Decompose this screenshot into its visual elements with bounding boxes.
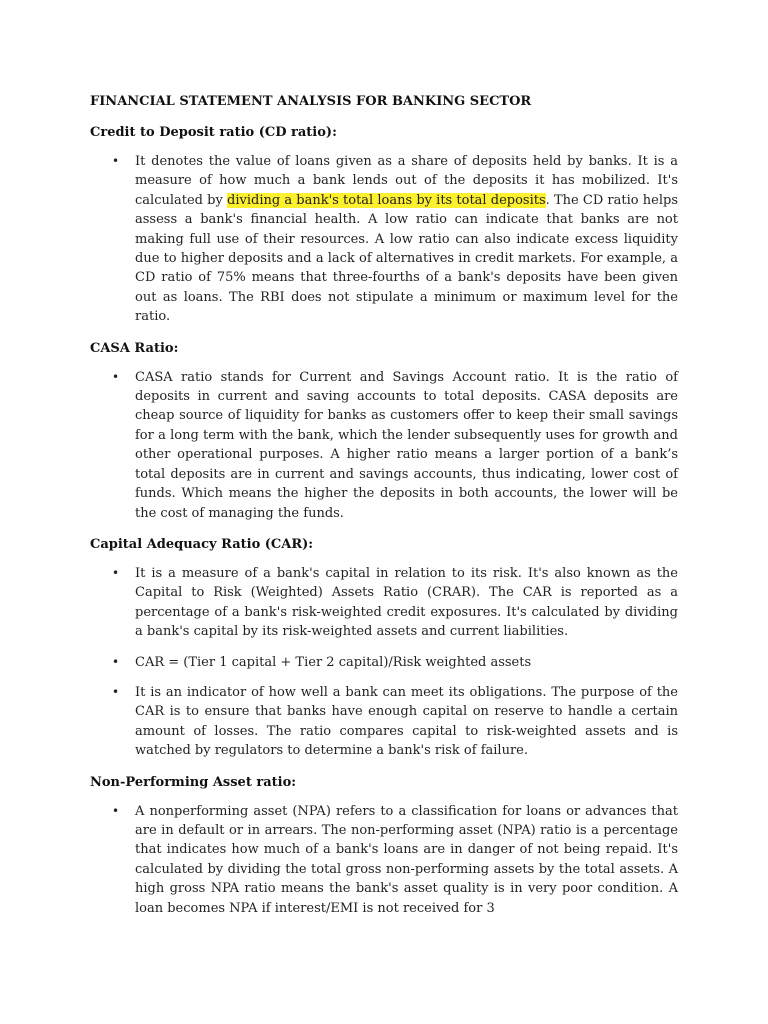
bullet-casa-ratio-definition: • CASA ratio stands for Current and Savings Account ratio. It is the ratio of deposits in current and saving accounts to total deposits. CASA deposits are cheap source of liquidity for banks as customers offer to keep their small savings for a long term with the bank, which the lender subsequently uses for growth and other operational purposes. A higher ratio means a larger portion of a bank’s total deposits are in current and savings accounts, thus indicating, lower cost of funds. Which means the higher the deposits in both accounts, the lower will be the cost of managing the funds. [90, 368, 678, 523]
section-heading-car: Capital Adequacy Ratio (CAR): [90, 536, 314, 552]
bullet-text: . The CD ratio helps assess a bank's financial health. A low ratio can indicate that banks are not making full use of their resources. A low ratio can also indicate excess liquidity due to higher deposits and a lack of alternatives in credit markets. For example, a CD ratio of 75% means that three-fourths of a bank's deposits have been given out as loans. The RBI does not stipulate a minimum or maximum level for the ratio. [135, 192, 678, 325]
section-heading-cd-ratio: Credit to Deposit ratio (CD ratio): [90, 125, 337, 140]
bullet-car-purpose: • It is an indicator of how well a bank can meet its obligations. The purpose of the CAR is to ensure that banks have enough capital on reserve to handle a certain amount of losses. The ratio compares capital to risk-weighted assets and is watched by regulators to determine a bank's risk of failure. [90, 683, 678, 761]
bullet-npa-definition: • A nonperforming asset (NPA) refers to a classification for loans or advances that are in default or in arrears. The non-performing asset (NPA) ratio is a percentage that indicates how much of a bank's loans are in danger of not being repaid. It's calculated by dividing the total gross non-performing assets by the total assets. A high gross NPA ratio means the bank's asset quality is in very poor condition. A loan becomes NPA if interest/EMI is not received for 3 [90, 802, 678, 918]
document-page [90, 92, 678, 930]
bullet-list-casa-ratio [90, 368, 678, 523]
document-title: FINANCIAL STATEMENT ANALYSIS FOR BANKING SECTOR [90, 94, 532, 109]
bullet-list-cd-ratio [90, 152, 678, 327]
highlighted-text: dividing a bank's total loans by its total deposits [227, 192, 546, 208]
bullet-car-formula: • CAR = (Tier 1 capital + Tier 2 capital)/Risk weighted assets [90, 653, 678, 672]
section-heading-npa-ratio: Non-Performing Asset ratio: [90, 774, 297, 790]
bullet-list-car [90, 564, 678, 761]
bullet-list-npa-ratio [90, 802, 678, 918]
bullet-car-definition: • It is a measure of a bank's capital in relation to its risk. It's also known as the Capital to Risk (Weighted) Assets Ratio (CRAR). The CAR is reported as a percentage of a bank's risk-weighted credit exposures. It's calculated by dividing a bank's capital by its risk-weighted assets and current liabilities. [90, 564, 678, 642]
bullet-cd-ratio-definition [90, 152, 678, 327]
bullet-text: It denotes the value of loans given as a share of deposits held by banks. It is a measure of how much a bank lends out of the deposits it has mobilized. It's calculated by [135, 154, 678, 208]
section-heading-casa-ratio: CASA Ratio: [90, 340, 179, 356]
